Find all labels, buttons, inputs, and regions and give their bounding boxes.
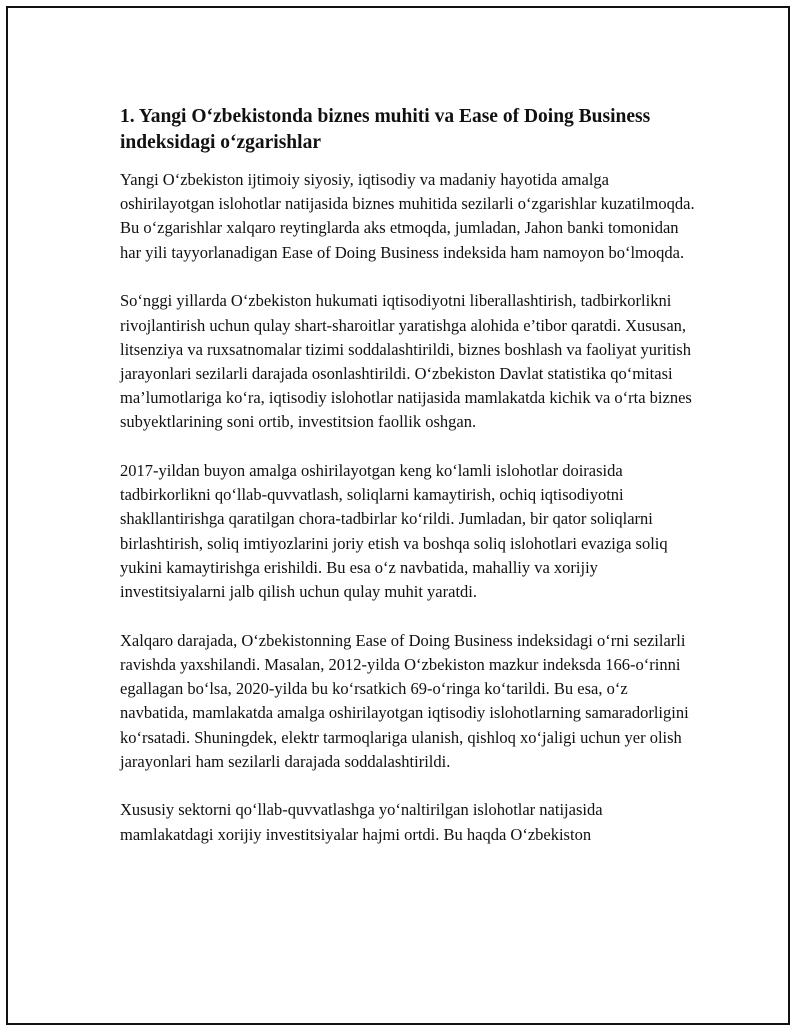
page-frame: [6, 6, 790, 1025]
section-heading: 1. Yangi O‘zbekistonda biznes muhiti va Ease of Doing Business indeksidagi o‘zgarishlar: [120, 106, 651, 153]
paragraph-1: Yangi O‘zbekiston ijtimoiy siyosiy, iqtisodiy va madaniy hayotida amalga oshirilayotgan islohotlar natijasida biznes muhitida sezilarli o‘zgarishlar kuzatilmoqda. Bu o‘zgarishlar xalqaro reytinglarda aks etmoqda, jumladan, Jahon banki tomonidan har yili tayyorlanadigan Ease of Doing Business indeksida ham namoyon bo‘lmoqda.: [120, 170, 695, 262]
paragraph-2: So‘nggi yillarda O‘zbekiston hukumati iqtisodiyotni liberallashtirish, tadbirkorlikni rivojlantirish uchun qulay shart-sharoitlar yaratishga alohida e’tibor qaratdi. Xususan, litsenziya va ruxsatnomalar tizimi soddalashtirildi, biznes boshlash va faoliyat yuritish jarayonlari sezilarli darajada osonlashtirildi. O‘zbekiston Davlat statistika qo‘mitasi ma’lumotlariga ko‘ra, iqtisodiy islohotlar natijasida mamlakatda kichik va o‘rta biznes subyektlarining soni ortib, investitsion faollik oshgan.: [120, 291, 692, 432]
paragraph-4: Xalqaro darajada, O‘zbekistonning Ease of Doing Business indeksidagi o‘rni sezilarli ravishda yaxshilandi. Masalan, 2012-yilda O‘zbekiston mazkur indeksda 166-o‘rinni egallagan bo‘lsa, 2020-yilda bu ko‘rsatkich 69-o‘ringa ko‘tarildi. Bu esa, o‘z navbatida, mamlakatda amalga oshirilayotgan iqtisodiy islohotlarning samaradorligini ko‘rsatadi. Shuningdek, elektr tarmoqlariga ulanish, qishloq xo‘jaligi uchun yer olish jarayonlari ham sezilarli darajada soddalashtirildi.: [120, 630, 689, 771]
document-body: [120, 104, 700, 871]
paragraph-5: Xususiy sektorni qo‘llab-quvvatlashga yo‘naltirilgan islohotlar natijasida mamlakatdagi xorijiy investitsiyalar hajmi ortdi. Bu haqda O‘zbekiston: [120, 800, 603, 844]
paragraph-3: 2017-yildan buyon amalga oshirilayotgan keng ko‘lamli islohotlar doirasida tadbirkorlikni qo‘llab-quvvatlash, soliqlarni kamaytirish, ochiq iqtisodiyotni shakllantirishga qaratilgan chora-tadbirlar ko‘rildi. Jumladan, bir qator soliqlarni birlashtirish, soliq imtiyozlarini joriy etish va boshqa soliq islohotlari evaziga soliq yukini kamaytirishga erishildi. Bu esa o‘z navbatida, mahalliy va xorijiy investitsiyalarni jalb qilish uchun qulay muhit yaratdi.: [120, 461, 668, 602]
